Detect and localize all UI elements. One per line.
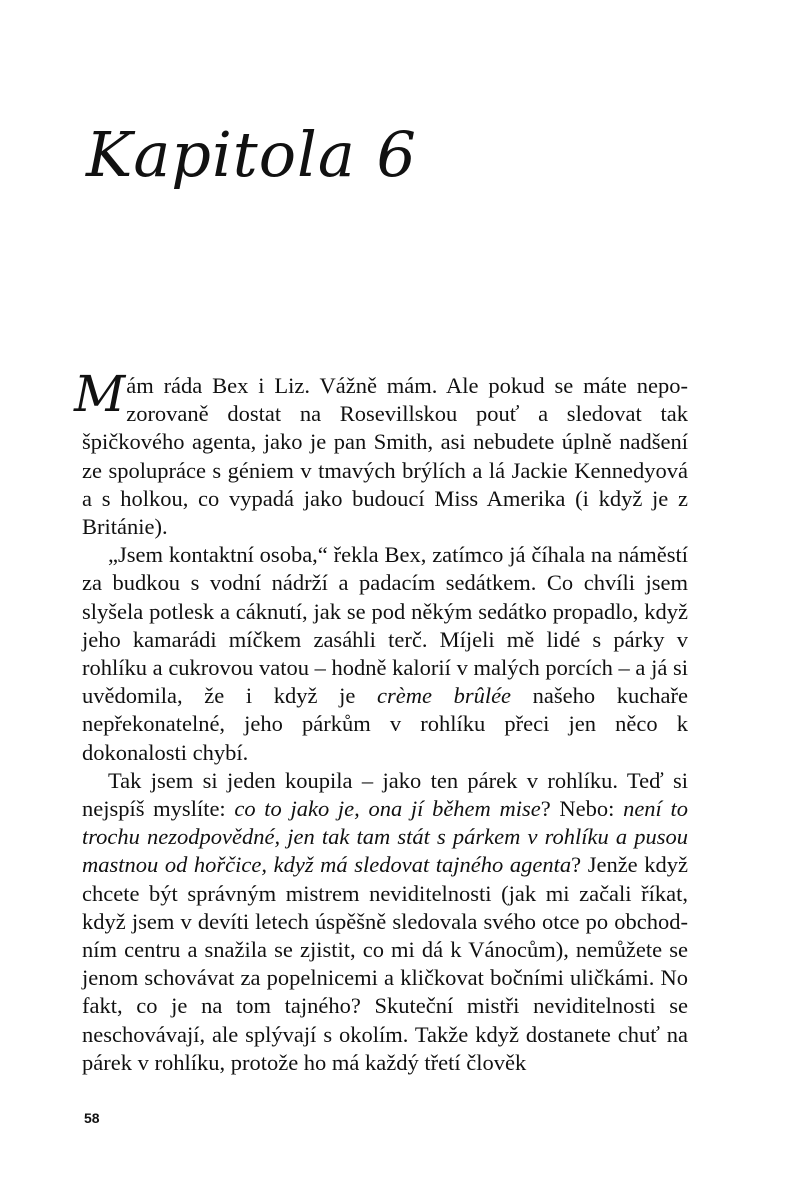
paragraph-3	[82, 767, 688, 1077]
chapter-title: Kapitola 6	[86, 118, 417, 191]
body-text	[74, 365, 688, 1077]
text-segment: „Jsem kontaktní osoba,“ řekla Bex, zatímco já číhala na náměstí za budkou s vodní nádrží a padacím sedátkem. Co chvíli jsem slyšela potlesk a cáknutí, jak se pod někým sedátko propadlo, když jeho kamarádi míčkem zasáhli terč. Míjeli mě lidé s párky v rohlíku a cukrovou vatou – hodně kalorií v malých porcích – a já si uvědomila, že i když je	[82, 542, 688, 709]
text-segment: Tak jsem si jeden koupila – jako ten párek v rohlíku. Teď si nejspíš myslíte:	[82, 767, 688, 822]
italic-segment: není to trochu nezodpovědné, jen tak tam stát s párkem v rohlíku a pusou mastnou od hořčice, když má sledovat tajného agenta	[82, 796, 688, 878]
italic-segment: co to jako je, ona jí během mise	[234, 796, 541, 822]
text-segment: ? Jenže když chcete být správným mistrem neviditelnosti (jak mi začali říkat, když jsem v devíti letech úspěšně sledovala svého otce po obchodním centru a snažila se zjistit, co mi dá k Vánocům), nemůžete se jenom schovávat za popelnicemi a kličkovat bočními uličkámi. No fakt, co je na tom tajného? Skuteční mistři neviditelnosti se neschovávají, ale splývají s okolím. Takže když dostanete chuť na párek v rohlíku, protože ho má každý třetí člověk	[82, 852, 688, 1075]
page-number: 58	[84, 1110, 100, 1126]
drop-cap: M	[74, 365, 126, 423]
text-segment: našeho kuchaře nepřekonatelné, jeho párkům v rohlíku přeci jen něco k dokonalosti chybí.	[82, 683, 688, 765]
paragraph-2	[82, 541, 688, 767]
text-segment: ám ráda Bex i Liz. Vážně mám. Ale pokud se máte nepozorovaně dostat na Rosevillskou pouť a sledovat tak špičkového agenta, jako je pan Smith, asi nebudete úplně nadšení ze spolupráce s géniem v tmavých brýlích a lá Jackie Kennedyová a s holkou, co vypadá jako budoucí Miss Amerika (i když je z Británie).	[82, 373, 688, 540]
paragraph-1	[74, 365, 688, 541]
text-segment: ? Nebo:	[540, 796, 624, 822]
italic-segment: crème brûlée	[376, 683, 512, 709]
